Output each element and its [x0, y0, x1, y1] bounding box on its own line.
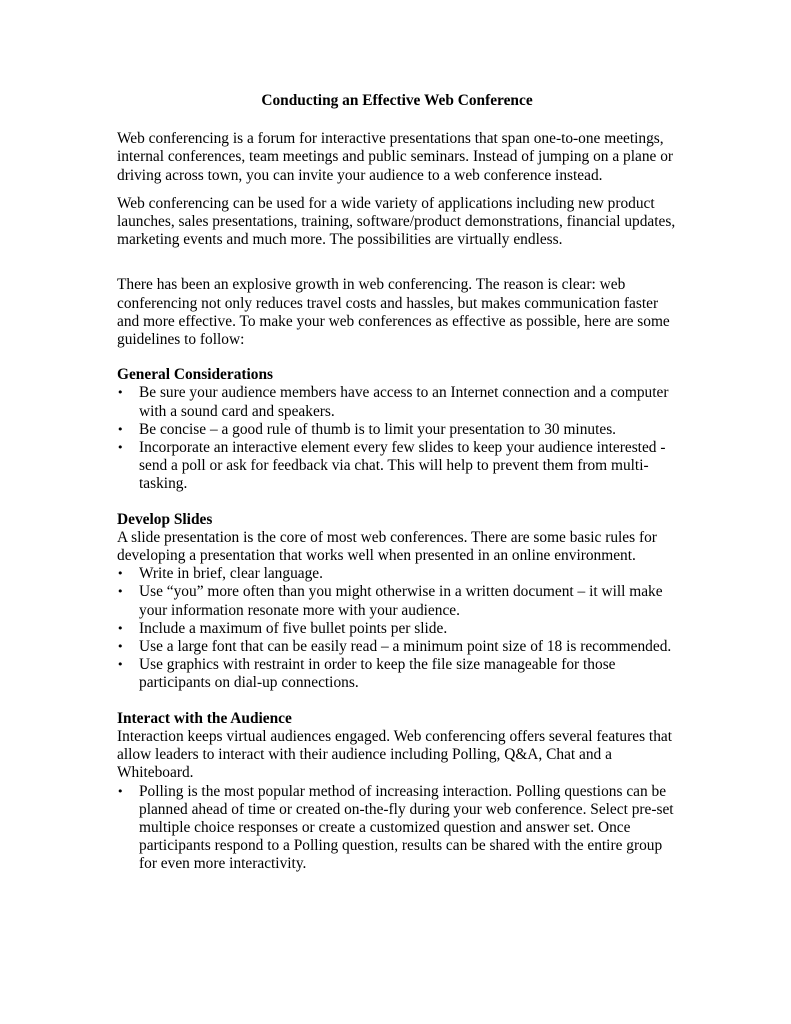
section-heading: Interact with the Audience [117, 709, 292, 727]
bullet-icon: • [117, 567, 124, 581]
list-item [117, 384, 677, 420]
list-item-text: Use graphics with restraint in order to keep the file size manageable for those participants on dial-up connections. [139, 656, 616, 692]
bullet-icon: • [117, 441, 124, 455]
list-item-text: Polling is the most popular method of increasing interaction. Polling questions can be planned ahead of time or created on-the-fly during your web conference. Select pre-set multiple choice responses or create a customized question and answer set. Once participants respond to a Polling question, results can be shared with the entire group for even more interactivity. [139, 782, 674, 873]
list-item [117, 583, 677, 619]
list-item-text: Write in brief, clear language. [139, 565, 323, 583]
list-item-text: Use a large font that can be easily read – a minimum point size of 18 is recommended. [139, 638, 672, 656]
bullet-icon: • [117, 640, 124, 654]
intro-paragraph-3: There has been an explosive growth in web conferencing. The reason is clear: web conferencing not only reduces travel costs and hassles, but makes communication faster and more effective. To make your web conferences as effective as possible, here are some guidelines to follow: [117, 276, 670, 349]
list-item-text: Include a maximum of five bullet points per slide. [139, 619, 448, 637]
bullet-icon: • [117, 621, 124, 635]
list-item [117, 620, 677, 638]
bullet-icon: • [117, 422, 124, 436]
section-general-considerations [117, 366, 677, 493]
bullet-list [117, 783, 677, 874]
bullet-list [117, 384, 677, 493]
bullet-icon: • [117, 585, 124, 599]
bullet-icon: • [117, 386, 124, 400]
section-develop-slides [117, 511, 677, 693]
list-item-text: Use “you” more often than you might otherwise in a written document – it will make your information resonate more with your audience. [139, 583, 663, 619]
document-page [117, 92, 677, 874]
section-interact-audience [117, 710, 677, 874]
list-item-text: Be sure your audience members have access to an Internet connection and a computer with a sound card and speakers. [139, 384, 669, 420]
intro-paragraph-1: Web conferencing is a forum for interactive presentations that span one-to-one meetings, internal conferences, team meetings and public seminars. Instead of jumping on a plane or driving across town, you can invite your audience to a web conference instead. [117, 130, 674, 184]
bullet-icon: • [117, 658, 124, 672]
bullet-icon: • [117, 784, 124, 798]
bullet-list [117, 565, 677, 692]
list-item-text: Incorporate an interactive element every few slides to keep your audience interested - send a poll or ask for feedback via chat. This will help to prevent them from multi-tasking. [139, 439, 666, 493]
section-heading: General Considerations [117, 366, 274, 384]
section-heading: Develop Slides [117, 510, 213, 528]
list-item [117, 421, 677, 439]
intro-paragraph-2: Web conferencing can be used for a wide variety of applications including new product launches, sales presentations, training, software/product demonstrations, financial updates, marketing events and much more. The possibilities are virtually endless. [117, 194, 676, 249]
section-body: A slide presentation is the core of most web conferences. There are some basic rules for developing a presentation that works well when presented in an online environment. [117, 528, 657, 565]
list-item [117, 656, 677, 692]
document-title: Conducting an Effective Web Conference [261, 92, 533, 109]
list-item [117, 439, 677, 494]
list-item [117, 783, 677, 874]
list-item [117, 565, 677, 583]
section-body: Interaction keeps virtual audiences engaged. Web conferencing offers several features that allow leaders to interact with their audience including Polling, Q&A, Chat and a Whiteboard. [117, 727, 672, 782]
list-item [117, 638, 677, 656]
list-item-text: Be concise – a good rule of thumb is to limit your presentation to 30 minutes. [139, 420, 617, 438]
